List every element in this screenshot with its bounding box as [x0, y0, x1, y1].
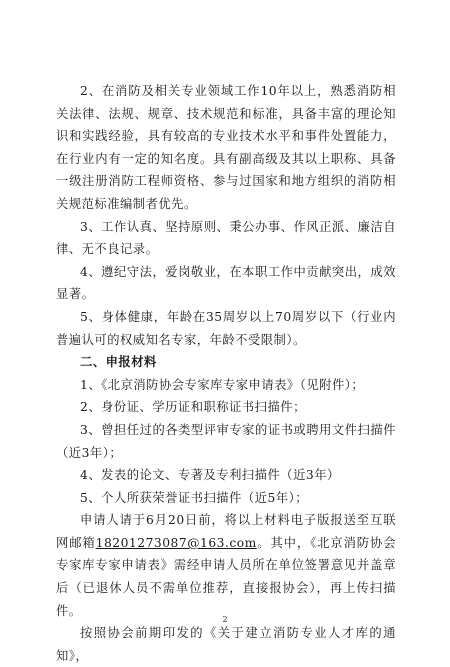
- material-item-4: 4、发表的论文、专著及专利扫描件（近3年）: [80, 468, 340, 483]
- submission-paragraph: [56, 509, 396, 622]
- closing-paragraph: 按照协会前期印发的《关于建立消防专业人才库的通知》，: [56, 626, 396, 663]
- section-heading-materials: 二、申报材料: [80, 354, 157, 370]
- email-link[interactable]: 18201273087@163.com: [95, 535, 257, 550]
- document-body: [56, 80, 396, 667]
- submission-text-after: 。其中，《北京消防协会专家库专家申请表》需经申请人员所在单位签署意见并盖章后（已退休人员不需单位推荐，直接报协会），再上传扫描件。: [56, 535, 396, 618]
- material-item-5: 5、个人所获荣誉证书扫描件（近5年）；: [80, 490, 309, 505]
- material-item-2: 2、身份证、学历证和职称证书扫描件；: [80, 400, 306, 415]
- criteria-item-4: 4、遵纪守法，爱岗敬业，在本职工作中贡献突出，成效显著。: [56, 264, 396, 302]
- criteria-item-2: 2、在消防及相关专业领域工作10年以上，熟悉消防相关法律、法规、规章、技术规范和标准，具备丰富的理论知识和实践经验，具有较高的专业技术水平和事件处置能力，在行业内有一定的知名度。具有副高级及其以上职称、具备一级注册消防工程师资格、参与过国家和地方组织的消防相关规范标准编制者优先。: [56, 84, 396, 211]
- material-item-3: 3、曾担任过的各类型评审专家的证书或聘用文件扫描件（近3年）；: [56, 422, 396, 460]
- submission-text-before: 申请人请于6月20日前，将以上材料电子版报送至互联网邮箱: [56, 513, 396, 550]
- page-number: 2: [222, 615, 228, 624]
- criteria-item-3: 3、工作认真、坚持原则、秉公办事、作风正派、廉洁自律、无不良记录。: [56, 219, 396, 257]
- material-item-1: 1、《北京消防协会专家库专家申请表》（见附件）；: [80, 377, 365, 392]
- criteria-item-5: 5、身体健康，年龄在35周岁以上70周岁以下（行业内普遍认可的权威知名专家，年龄不受限制）。: [56, 309, 396, 347]
